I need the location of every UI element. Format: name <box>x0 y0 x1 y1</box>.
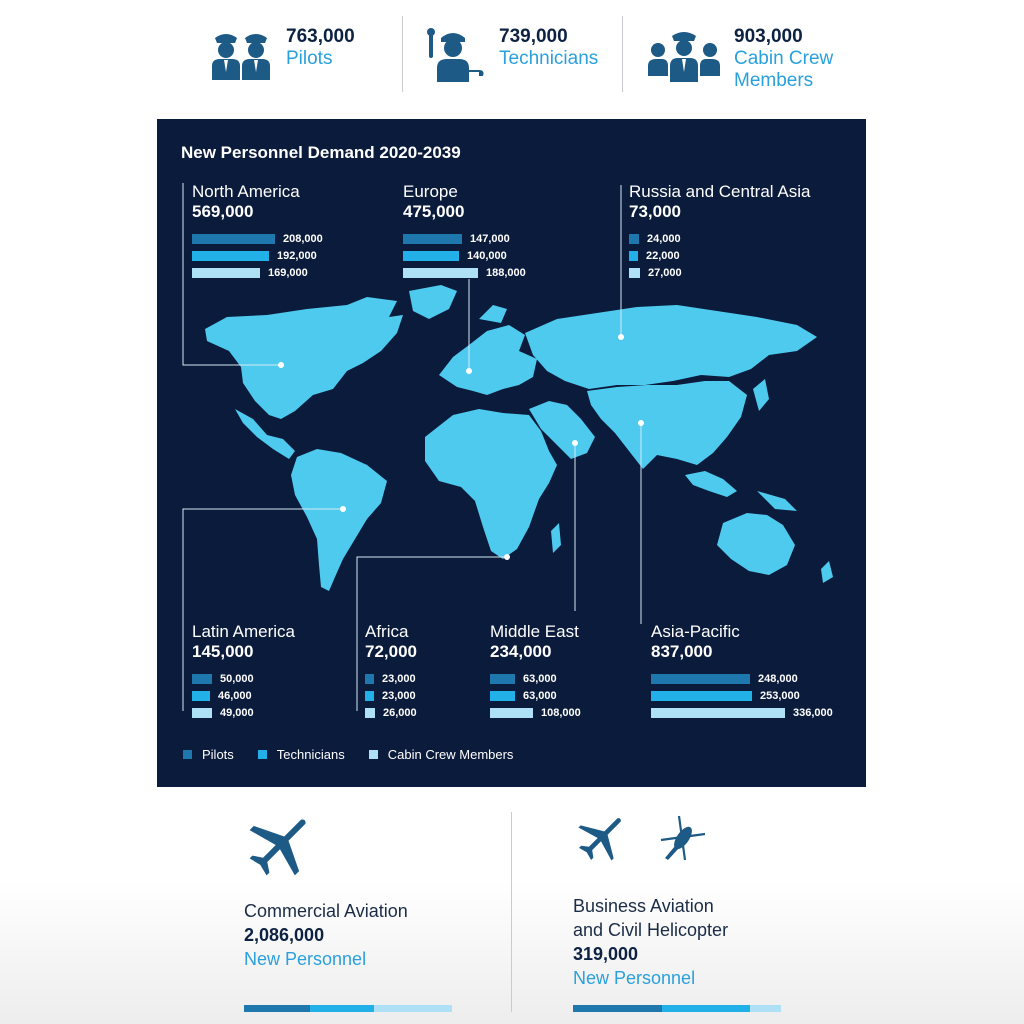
bar-row <box>192 687 295 704</box>
region-total: 72,000 <box>365 642 417 661</box>
technicians-bar <box>651 691 752 701</box>
cabin-crew-bar <box>403 268 478 278</box>
region-name: Russia and Central Asia <box>629 182 811 201</box>
technician-icon <box>425 26 485 82</box>
cabin-crew-bar <box>192 268 260 278</box>
bar-row <box>490 687 581 704</box>
russia-central-asia-landmass <box>525 305 817 389</box>
technicians-bar <box>365 691 374 701</box>
commercial-aviation-value: 2,086,000 <box>244 925 325 945</box>
cabin-crew-bar <box>365 708 375 718</box>
panel-title: New Personnel Demand 2020-2039 <box>181 143 461 162</box>
airplane-icon <box>244 810 316 880</box>
legend-item-pilots <box>183 747 234 762</box>
business-split-bar <box>573 1005 781 1012</box>
business-aviation-sub: New Personnel <box>573 968 696 988</box>
technicians-bar <box>192 251 269 261</box>
south-america-landmass <box>291 449 387 591</box>
bar-row <box>365 670 417 687</box>
north-america-landmass <box>205 297 403 419</box>
business-aviation-block <box>573 810 728 990</box>
personnel-demand-panel <box>157 119 866 787</box>
bar-value-label: 248,000 <box>758 672 798 685</box>
bar-row <box>651 670 833 687</box>
business-aviation-title-2: and Civil Helicopter <box>573 920 729 940</box>
bar-value-label: 140,000 <box>467 249 507 262</box>
bar-value-label: 169,000 <box>268 266 308 279</box>
bar-row <box>365 687 417 704</box>
region-asia-pacific <box>651 622 833 721</box>
legend-label: Cabin Crew Members <box>387 747 514 762</box>
region-latin-america <box>192 622 295 721</box>
technicians-bar <box>629 251 638 261</box>
stat-pilots-label: Pilots <box>286 48 333 69</box>
stat-technicians-value: 739,000 <box>499 26 568 47</box>
asia-landmass <box>587 381 747 469</box>
region-name: North America <box>192 182 300 201</box>
bar-value-label: 23,000 <box>382 672 416 685</box>
bar-row <box>403 230 526 247</box>
stat-technicians-label: Technicians <box>499 48 599 69</box>
business-aviation-title-1: Business Aviation <box>573 896 714 916</box>
divider <box>622 16 623 92</box>
legend <box>183 747 537 762</box>
bar-row <box>192 704 295 721</box>
bar-value-label: 26,000 <box>383 706 417 719</box>
pilots-bar <box>403 234 462 244</box>
legend-label: Technicians <box>276 747 345 762</box>
split-segment <box>662 1005 751 1012</box>
region-total: 73,000 <box>629 202 681 221</box>
bar-value-label: 50,000 <box>220 672 254 685</box>
helicopter-icon <box>655 810 711 866</box>
legend-swatch <box>258 750 267 759</box>
pilots-bar <box>192 674 212 684</box>
divider <box>402 16 403 92</box>
legend-item-technicians <box>258 747 345 762</box>
commercial-aviation-title: Commercial Aviation <box>244 901 408 921</box>
bar-row <box>192 230 323 247</box>
europe-landmass <box>439 325 537 395</box>
stat-pilots-value: 763,000 <box>286 26 355 47</box>
legend-swatch <box>369 750 378 759</box>
stat-cabin-crew-label-2: Members <box>734 70 814 91</box>
business-jet-icon <box>573 810 629 866</box>
australia-landmass <box>717 513 795 575</box>
pilots-bar <box>490 674 515 684</box>
bar-value-label: 208,000 <box>283 232 323 245</box>
cabin-crew-bar <box>490 708 533 718</box>
bar-value-label: 63,000 <box>523 689 557 702</box>
bar-row <box>365 704 417 721</box>
commercial-split-bar <box>244 1005 452 1012</box>
technicians-bar <box>490 691 515 701</box>
region-europe <box>403 182 526 281</box>
stat-technicians <box>425 26 598 82</box>
bar-value-label: 336,000 <box>793 706 833 719</box>
region-name: Asia-Pacific <box>651 622 740 641</box>
split-segment <box>310 1005 374 1012</box>
bar-row <box>192 264 323 281</box>
cabin-crew-bar <box>629 268 640 278</box>
commercial-aviation-sub: New Personnel <box>244 949 367 969</box>
region-russia-central-asia <box>629 182 810 281</box>
region-total: 475,000 <box>403 202 465 221</box>
bar-row <box>490 670 581 687</box>
bar-value-label: 147,000 <box>470 232 510 245</box>
bar-value-label: 63,000 <box>523 672 557 685</box>
africa-landmass <box>425 409 557 559</box>
bar-row <box>192 247 323 264</box>
cabin-crew-icon <box>648 26 720 82</box>
pilots-bar <box>629 234 639 244</box>
business-aviation-value: 319,000 <box>573 944 639 964</box>
region-name: Latin America <box>192 622 295 641</box>
bar-row <box>651 687 833 704</box>
region-name: Europe <box>403 182 458 201</box>
bar-row <box>629 230 810 247</box>
region-total: 569,000 <box>192 202 254 221</box>
split-segment <box>750 1005 781 1012</box>
bar-value-label: 192,000 <box>277 249 317 262</box>
bar-value-label: 46,000 <box>218 689 252 702</box>
legend-label: Pilots <box>202 747 234 762</box>
split-segment <box>244 1005 310 1012</box>
bar-value-label: 24,000 <box>647 232 681 245</box>
pilots-bar <box>192 234 275 244</box>
region-north-america <box>192 182 323 281</box>
bar-row <box>629 264 810 281</box>
bar-value-label: 23,000 <box>382 689 416 702</box>
pilots-bar <box>651 674 750 684</box>
legend-item-cabin-crew <box>369 747 514 762</box>
bar-value-label: 253,000 <box>760 689 800 702</box>
bar-row <box>403 264 526 281</box>
legend-swatch <box>183 750 192 759</box>
bar-value-label: 108,000 <box>541 706 581 719</box>
bar-row <box>629 247 810 264</box>
bar-value-label: 49,000 <box>220 706 254 719</box>
technicians-bar <box>192 691 210 701</box>
split-segment <box>374 1005 452 1012</box>
pilots-bar <box>365 674 374 684</box>
region-total: 234,000 <box>490 642 552 661</box>
bar-value-label: 188,000 <box>486 266 526 279</box>
pilots-icon <box>212 26 272 82</box>
bar-value-label: 22,000 <box>646 249 680 262</box>
stat-cabin-crew-label-1: Cabin Crew <box>734 48 834 69</box>
commercial-aviation-block <box>244 810 408 971</box>
split-segment <box>573 1005 662 1012</box>
divider <box>511 812 512 1012</box>
region-total: 837,000 <box>651 642 713 661</box>
stat-cabin-crew-value: 903,000 <box>734 26 803 47</box>
bar-row <box>490 704 581 721</box>
bar-row <box>651 704 833 721</box>
region-africa <box>365 622 417 721</box>
bar-row <box>192 670 295 687</box>
stat-pilots <box>212 26 355 82</box>
bar-value-label: 27,000 <box>648 266 682 279</box>
bar-row <box>403 247 526 264</box>
stat-cabin-crew <box>648 26 833 92</box>
technicians-bar <box>403 251 459 261</box>
region-name: Middle East <box>490 622 579 641</box>
cabin-crew-bar <box>651 708 785 718</box>
cabin-crew-bar <box>192 708 212 718</box>
region-name: Africa <box>365 622 409 641</box>
region-middle-east <box>490 622 581 721</box>
region-total: 145,000 <box>192 642 254 661</box>
